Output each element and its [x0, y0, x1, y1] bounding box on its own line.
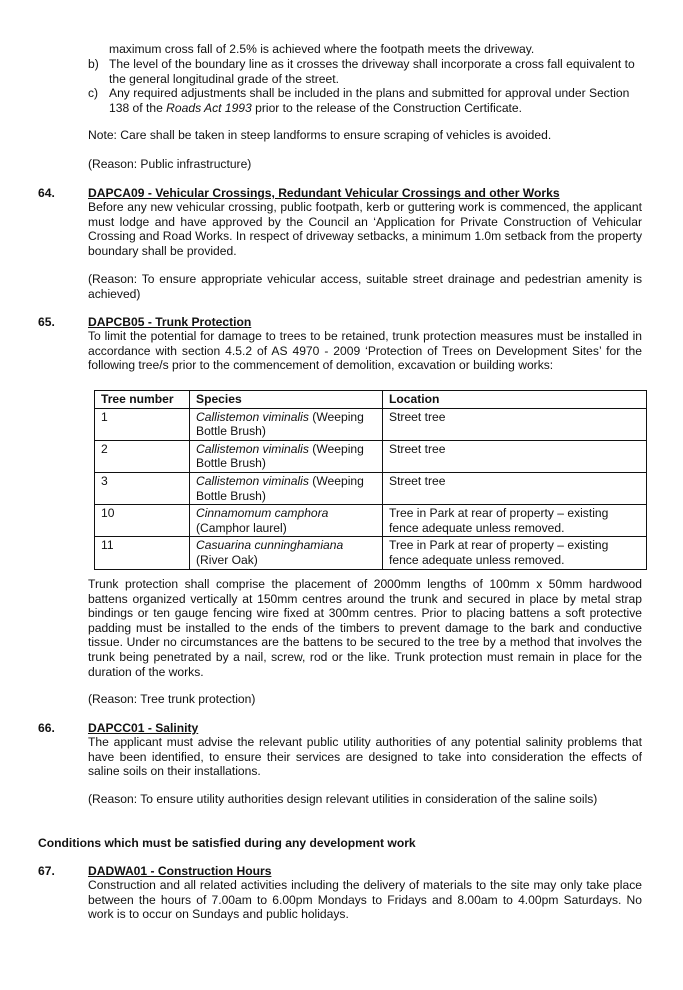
species-common: (Weeping Bottle Brush) — [196, 441, 364, 471]
note-text: Note: Care shall be taken in steep landforms to ensure scraping of vehicles is avoided. — [88, 128, 552, 142]
list-text: The level of the boundary line as it crosses the driveway shall incorporate a cross fall equivalent to the general longitudinal grade of the street. — [109, 57, 635, 86]
condition-body: To limit the potential for damage to trees to be retained, trunk protection measures must be installed in accordance with section 4.5.2 of AS 4970 - 2009 ‘Protection of Trees on Development Sites’ for the following tree/s prior to the commencement of demolition, excavation or building works: — [88, 329, 642, 373]
table-row — [95, 505, 647, 537]
species-latin: Casuarina cunninghamiana — [196, 538, 344, 553]
act-title: Roads Act 1993 — [166, 100, 252, 115]
table-row — [95, 472, 647, 504]
condition-heading: DAPCC01 - Salinity — [88, 721, 199, 735]
species-latin: Callistemon viminalis — [196, 473, 309, 488]
list-text-part: prior to the release of the Construction Certificate. — [251, 100, 522, 115]
tree-species — [190, 408, 383, 440]
tree-location: Street tree — [383, 408, 647, 440]
tree-species — [190, 440, 383, 472]
reason-text: (Reason: To ensure appropriate vehicular access, suitable street drainage and pedestrian amenity is achieved) — [88, 272, 642, 301]
condition-body-continued: Trunk protection shall comprise the placement of 2000mm lengths of 100mm x 50mm hardwood battens organized vertically at 150mm centres around the trunk and secured in place by metal strap bindings or ten gauge fencing wire fixed at 300mm centres. Prior to placing battens a soft protective padding must be installed to the ends of the timbers to prevent damage to the bark and conductive tissue. Under no circumstances are the battens to be secured to the tree by a method that involves the trunk being penetrated by a nail, screw, rod or the like. Trunk protection must remain in place for the duration of the works. — [88, 577, 642, 679]
section-heading: Conditions which must be satisfied during any development work — [38, 836, 416, 850]
condition-body: Construction and all related activities including the delivery of materials to the site may only take place between the hours of 7.00am to 6.00pm Mondays to Fridays and 8.00am to 4.00pm Saturdays. No work is to occur on Sundays and public holidays. — [88, 878, 642, 922]
reason-text: (Reason: Public infrastructure) — [88, 157, 252, 171]
species-latin: Cinnamomum camphora — [196, 506, 329, 521]
species-latin: Callistemon viminalis — [196, 441, 309, 456]
list-marker: b) — [88, 57, 99, 71]
species-common: (Weeping Bottle Brush) — [196, 473, 364, 503]
tree-number: 11 — [95, 537, 190, 569]
table-row — [95, 537, 647, 569]
condition-body: Before any new vehicular crossing, public footpath, kerb or guttering work is commenced, the applicant must lodge and have approved by the Council an ‘Application for Private Construction of Vehicular Crossing and Road Works. In respect of driveway setbacks, a minimum 1.0m setback from the property boundary shall be provided. — [88, 200, 642, 258]
condition-number: 66. — [38, 721, 55, 735]
list-text — [109, 86, 642, 115]
tree-species — [190, 505, 383, 537]
species-common: (River Oak) — [196, 552, 258, 567]
intro-continued-line: maximum cross fall of 2.5% is achieved where the footpath meets the driveway. — [109, 42, 535, 56]
tree-location: Street tree — [383, 440, 647, 472]
column-header: Tree number — [95, 391, 190, 409]
column-header: Location — [383, 391, 647, 409]
reason-text: (Reason: Tree trunk protection) — [88, 692, 256, 706]
tree-number: 1 — [95, 408, 190, 440]
tree-location: Street tree — [383, 472, 647, 504]
table-row — [95, 408, 647, 440]
column-header: Species — [190, 391, 383, 409]
tree-species — [190, 472, 383, 504]
species-latin: Callistemon viminalis — [196, 409, 309, 424]
condition-heading: DADWA01 - Construction Hours — [88, 864, 272, 878]
condition-number: 65. — [38, 315, 55, 329]
list-marker: c) — [88, 86, 99, 100]
tree-table — [94, 390, 647, 570]
tree-number: 10 — [95, 505, 190, 537]
tree-species — [190, 537, 383, 569]
condition-heading: DAPCA09 - Vehicular Crossings, Redundant Vehicular Crossings and other Works — [88, 186, 560, 200]
species-common: (Camphor laurel) — [196, 520, 287, 535]
condition-number: 64. — [38, 186, 55, 200]
table-row — [95, 440, 647, 472]
tree-number: 3 — [95, 472, 190, 504]
species-common: (Weeping Bottle Brush) — [196, 409, 364, 439]
tree-location: Tree in Park at rear of property – existing fence adequate unless removed. — [383, 505, 647, 537]
condition-body: The applicant must advise the relevant public utility authorities of any potential salinity problems that have been identified, to ensure their services are designed to take into consideration the effects of saline soils on their installations. — [88, 735, 642, 779]
table-header-row — [95, 391, 647, 409]
condition-heading: DAPCB05 - Trunk Protection — [88, 315, 252, 329]
reason-text: (Reason: To ensure utility authorities design relevant utilities in consideration of the saline soils) — [88, 792, 598, 806]
list-text-part: Any required adjustments shall be included in the plans and submitted for approval under Section 138 of the — [109, 86, 630, 115]
tree-number: 2 — [95, 440, 190, 472]
tree-location: Tree in Park at rear of property – existing fence adequate unless removed. — [383, 537, 647, 569]
condition-number: 67. — [38, 864, 55, 878]
